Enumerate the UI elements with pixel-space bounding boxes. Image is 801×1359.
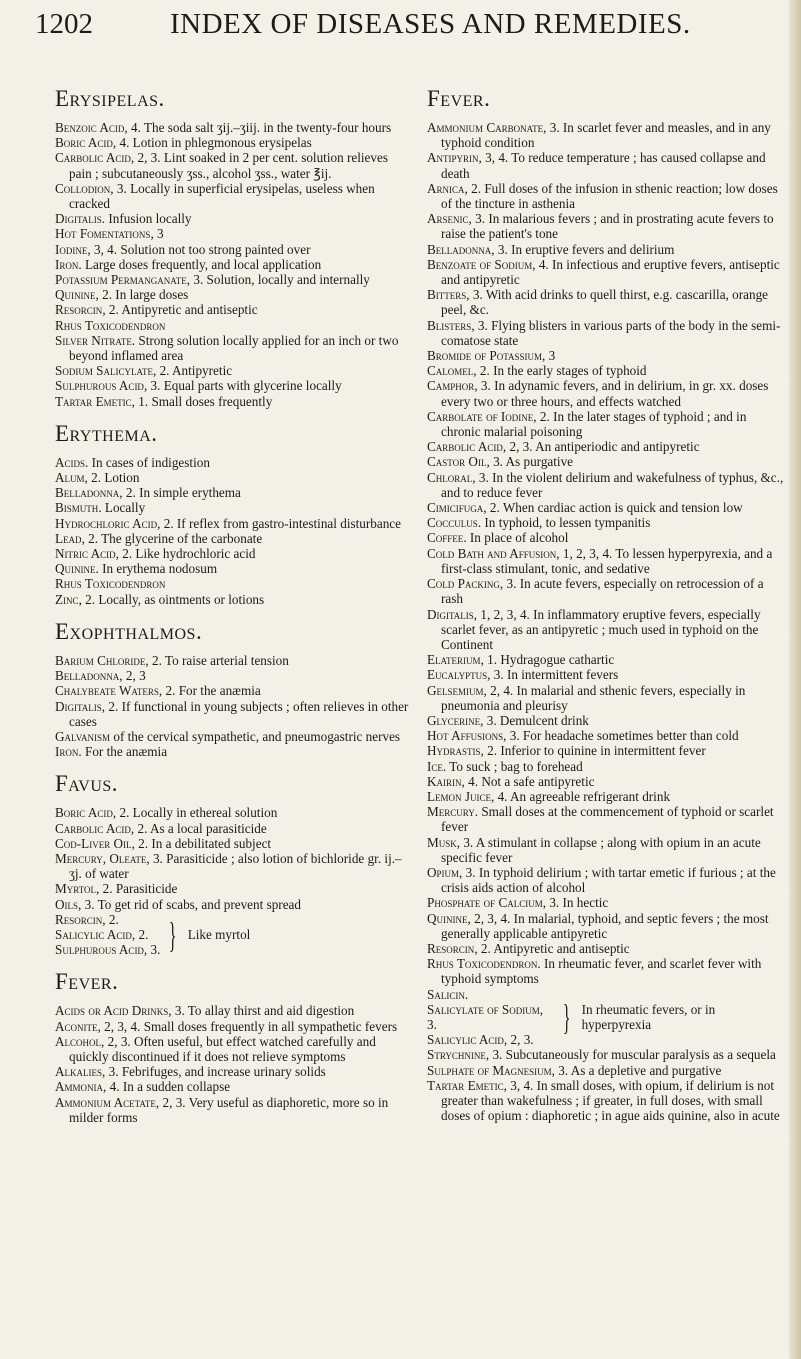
entry-term: Camphor	[427, 378, 475, 394]
entry-text: . In place of alcohol	[463, 530, 569, 546]
entry-term: Zinc	[55, 591, 79, 607]
entry-term: Digitalis	[427, 606, 474, 622]
entry-text: , 3. In acute fevers, especially on retrocession of a rash	[441, 576, 764, 607]
index-entry	[55, 653, 413, 668]
index-entry	[55, 363, 413, 378]
index-entry	[55, 470, 413, 485]
entry-term: Galvanism	[55, 728, 111, 744]
index-entry	[427, 895, 785, 910]
index-entry	[55, 226, 413, 241]
index-entry	[55, 821, 413, 836]
entry-term: Boric Acid	[55, 805, 113, 821]
index-entry	[55, 851, 413, 881]
index-entry	[427, 363, 785, 378]
entry-term: Boric Acid	[55, 135, 113, 151]
entry-term: Potassium Permanganate	[55, 272, 187, 288]
index-entry	[55, 805, 413, 820]
index-entry	[55, 1079, 413, 1094]
entry-text: , 2. Antipyretic and antiseptic	[102, 302, 258, 318]
entry-term: Hot Affusions	[427, 728, 504, 744]
index-entry	[427, 759, 785, 774]
entry-term: Resorcin	[55, 302, 103, 318]
entry-text: , 2. In large doses	[95, 287, 189, 303]
entry-text: , 3. Febrifuges, and increase urinary solids	[102, 1064, 326, 1080]
index-entry	[55, 1095, 413, 1125]
index-entry	[427, 409, 785, 439]
entry-text: , 2. Antipyretic	[152, 363, 233, 379]
index-entry	[55, 592, 413, 607]
entry-text: , 4. In a sudden collapse	[103, 1079, 231, 1095]
entry-text: of the cervical sympathetic, and pneumogastric nerves	[110, 728, 401, 744]
entry-text: , 3. As purgative	[486, 454, 574, 470]
entry-term: Cod-Liver Oil	[55, 835, 132, 851]
index-entry	[427, 378, 785, 408]
entry-term: Quinine	[55, 287, 96, 303]
entry-term: Sulphurous Acid, 3.	[55, 942, 161, 958]
entry-term: Nitric Acid	[55, 546, 116, 562]
entry-text: , 2, 3. An antiperiodic and antipyretic	[502, 439, 700, 455]
entry-text: , 3. In intermittent fevers	[487, 667, 619, 683]
entry-term: Acids or Acid Drinks	[55, 1003, 169, 1019]
entry-text: . Large doses frequently, and local application	[78, 256, 322, 272]
entry-text: , 4. In infectious and eruptive fevers, antiseptic and antipyretic	[441, 256, 780, 288]
index-entry	[427, 835, 785, 865]
entry-term: Carbolic Acid	[427, 439, 503, 455]
entry-term: Carbolic Acid	[55, 820, 131, 836]
entry-term: Chalybeate Waters	[55, 683, 159, 699]
index-entry	[427, 150, 785, 180]
entry-term: Collodion	[55, 180, 111, 196]
index-entry	[55, 576, 413, 591]
index-entry	[55, 897, 413, 912]
entry-term: Acids	[55, 454, 86, 470]
entry-text: , 3. To allay thirst and aid digestion	[168, 1003, 355, 1019]
entry-term: Carbolic Acid	[55, 150, 131, 166]
entry-term: Salicylate of Sodium, 3.	[427, 1001, 544, 1032]
index-entry	[55, 318, 413, 333]
index-entry	[427, 211, 785, 241]
entry-term: Iron	[55, 744, 79, 760]
entry-term: Gelsemium	[427, 682, 484, 698]
entry-term: Chloral	[427, 469, 473, 485]
index-entry	[55, 135, 413, 150]
index-entry	[55, 287, 413, 302]
entry-term: Sodium Salicylate	[55, 363, 153, 379]
entry-term: Ammonia	[55, 1079, 104, 1095]
entry-text: , 3. In eruptive fevers and delirium	[491, 241, 675, 257]
entry-text: . In erythema nodosum	[95, 561, 218, 577]
grouped-terms	[55, 912, 160, 958]
entry-text: , 3. In scarlet fever and measles, and in any typhoid condition	[441, 120, 771, 151]
entry-text: , 2. When cardiac action is quick and tension low	[483, 500, 743, 516]
entry-term: Rhus Toxicodendron	[55, 317, 166, 333]
entry-term: Rhus Toxicodendron	[55, 576, 166, 592]
brace: }	[563, 996, 571, 1037]
entry-term: Cocculus	[427, 515, 478, 531]
entry-term: Arsenic	[427, 211, 469, 227]
grouped-text: Like myrtol	[187, 926, 251, 942]
index-entry	[427, 470, 785, 500]
index-entry	[55, 257, 413, 272]
entry-term: Coffee	[427, 530, 464, 546]
entry-term: Calomel	[427, 363, 474, 379]
entry-text: , 2, 3. Often useful, but effect watched carefully and quickly discontinued if it does not relieve symptoms	[69, 1033, 376, 1064]
index-section	[55, 421, 413, 607]
entry-term: Lead	[55, 530, 82, 546]
grouped-text: In rheumatic fevers, or in hyperpyrexia	[581, 1001, 716, 1032]
index-entry	[55, 181, 413, 211]
entry-text: . For the anæmia	[78, 744, 168, 760]
entry-text: . In typhoid, to lessen tympanitis	[477, 515, 651, 531]
page-number: 1202	[35, 8, 93, 40]
entry-text: , 2. Inferior to quinine in intermittent fever	[480, 743, 706, 759]
index-entry	[427, 743, 785, 758]
index-entry	[55, 546, 413, 561]
index-entry	[427, 728, 785, 743]
entry-text: , 2. To raise arterial tension	[145, 652, 289, 668]
entry-text: , 2. If functional in young subjects ; often relieves in other cases	[69, 698, 409, 729]
index-entry	[427, 500, 785, 515]
entry-text: , 2, 3. Lint soaked in 2 per cent. solution relieves pain ; subcutaneously ʒss., alcohol ʒss., water ℥ij.	[69, 150, 388, 181]
entry-text: , 3. In malarious fevers ; and in prostrating acute fevers to raise the patient's tone	[441, 211, 774, 242]
entry-text: , 2. The glycerine of the carbonate	[81, 530, 263, 546]
entry-text: , 2, 3, 4. Small doses frequently in all sympathetic fevers	[97, 1018, 398, 1034]
entry-term: Belladonna	[55, 668, 120, 684]
entry-text: , 3. A stimulant in collapse ; along with opium in an acute specific fever	[441, 834, 761, 865]
index-entry	[55, 699, 413, 729]
entry-text: , 1. Small doses frequently	[131, 393, 273, 409]
entry-term: Hydrastis	[427, 743, 481, 759]
index-entry	[427, 804, 785, 834]
grouped-terms	[427, 987, 554, 1048]
entry-term: Ammonium Carbonate	[427, 120, 544, 135]
entry-term: Hot Fomentations	[55, 226, 151, 242]
entry-text: . To suck ; bag to forehead	[442, 758, 583, 774]
index-entry	[427, 713, 785, 728]
entry-text: , 1. Hydragogue cathartic	[480, 652, 615, 668]
entry-text: , 2. In simple erythema	[119, 485, 241, 501]
index-entry	[427, 576, 785, 606]
entry-term: Kairin	[427, 773, 462, 789]
index-entry	[427, 789, 785, 804]
entry-text: . In cases of indigestion	[85, 454, 210, 470]
index-entry	[55, 881, 413, 896]
entry-text: , 2. If reflex from gastro-intestinal disturbance	[157, 515, 402, 531]
entry-term: Elaterium	[427, 652, 481, 668]
index-section	[55, 771, 413, 957]
index-entry	[55, 1019, 413, 1034]
index-entry	[55, 394, 413, 409]
index-entry	[427, 318, 785, 348]
index-entry	[427, 667, 785, 682]
index-entry	[427, 956, 785, 986]
index-entry	[427, 1047, 785, 1062]
entry-term: Rhus Toxicodendron	[427, 956, 538, 972]
index-section	[55, 619, 413, 759]
entry-term: Tartar Emetic	[55, 393, 132, 409]
page-edge	[789, 0, 801, 1359]
entry-term: Ice	[427, 758, 443, 774]
index-entry	[55, 561, 413, 576]
entry-text: , 3. Parasiticide ; also lotion of bichloride gr. ij.–ʒj. of water	[69, 850, 402, 882]
index-entry	[55, 516, 413, 531]
index-entry	[427, 607, 785, 653]
index-entry	[55, 333, 413, 363]
left-column	[55, 86, 413, 1137]
entry-text: , 3. With acid drinks to quell thirst, e.g. cascarilla, orange peel, &c.	[441, 287, 769, 318]
index-entry	[55, 455, 413, 470]
index-entry	[55, 211, 413, 226]
index-entry	[427, 242, 785, 257]
section-heading: Favus.	[55, 771, 119, 797]
entry-text: , 2. Antipyretic and antiseptic	[474, 940, 630, 956]
entry-text: , 3, 4. In small doses, with opium, if delirium is not greater than wakefulness ; if greater, in full doses, with small doses of opium : diaphoretic ; in ague aids quinine, also in acute	[441, 1077, 780, 1124]
entry-term: Salicylic Acid, 2.	[55, 926, 149, 942]
entry-term: Opium	[427, 864, 460, 880]
entry-text: , 2. Full doses of the infusion in sthenic reaction; low doses of the tincture in asthenia	[441, 180, 778, 212]
entry-term: Sulphate of Magnesium	[427, 1062, 552, 1078]
index-entry	[55, 683, 413, 698]
index-entry	[427, 911, 785, 941]
index-entry	[55, 729, 413, 744]
entry-text: , 2. Parasiticide	[96, 881, 178, 897]
entry-text: , 3. For headache sometimes better than cold	[503, 728, 739, 744]
index-entry	[427, 1063, 785, 1078]
entry-text: , 2. In the early stages of typhoid	[473, 363, 647, 379]
entry-term: Hydrochloric Acid	[55, 515, 158, 531]
entry-term: Alum	[55, 470, 85, 486]
entry-text: , 2, 3. Very useful as diaphoretic, more so in milder forms	[69, 1094, 389, 1125]
entry-term: Mercury, Oleate	[55, 850, 147, 866]
index-section	[427, 86, 785, 1123]
entry-text: , 2, 3	[119, 668, 146, 684]
index-entry	[427, 683, 785, 713]
index-entry	[427, 515, 785, 530]
entry-text: , 3. Solution, locally and internally	[186, 272, 370, 288]
entry-term: Alkalies	[55, 1064, 103, 1080]
entry-term: Bitters	[427, 287, 467, 303]
index-entry	[55, 1034, 413, 1064]
index-entry	[427, 652, 785, 667]
entry-term: Salicin.	[427, 986, 469, 1002]
entry-text: , 2. For the anæmia	[158, 683, 261, 699]
grouped-entries	[55, 912, 413, 958]
entry-text: , 3. Equal parts with glycerine locally	[143, 378, 342, 394]
entry-text: . Strong solution locally applied for an inch or two beyond inflamed area	[69, 332, 399, 364]
index-entry	[427, 941, 785, 956]
entry-text: . Infusion locally	[101, 211, 192, 227]
entry-text: , 3. In adynamic fevers, and in delirium, in gr. xx. doses every two or three hours, and effects watched	[441, 378, 769, 409]
entry-text: , 3. Locally in superficial erysipelas, useless when cracked	[69, 180, 375, 212]
entry-term: Resorcin, 2.	[55, 911, 119, 927]
grouped-entries	[427, 987, 785, 1048]
entry-text: , 3. Subcutaneously for muscular paralysis as a sequela	[485, 1047, 776, 1063]
page-title: INDEX OF DISEASES AND REMEDIES.	[170, 8, 691, 40]
entry-text: , 4. The soda salt ʒij.–ʒiij. in the twenty-four hours	[124, 120, 392, 135]
entry-text: , 4. An agreeable refrigerant drink	[490, 788, 671, 804]
entry-term: Cimicifuga	[427, 500, 484, 516]
section-heading: Exophthalmos.	[55, 618, 203, 644]
entry-term: Quinine	[55, 561, 96, 577]
entry-term: Myrtol	[55, 881, 97, 897]
entry-term: Eucalyptus	[427, 667, 488, 683]
entry-text: , 2. Locally in ethereal solution	[112, 805, 278, 821]
entry-text: . Small doses at the commencement of typhoid or scarlet fever	[441, 804, 774, 835]
entry-term: Benzoic Acid	[55, 120, 125, 135]
index-entry	[55, 120, 413, 135]
entry-term: Glycerine	[427, 712, 481, 728]
entry-term: Bromide of Potassium	[427, 348, 543, 364]
entry-text: , 3. To get rid of scabs, and prevent spread	[78, 896, 301, 912]
index-entry	[427, 439, 785, 454]
entry-term: Cold Bath and Affusion	[427, 545, 557, 561]
entry-text: , 3	[150, 226, 164, 242]
entry-term: Castor Oil	[427, 454, 487, 470]
index-entry	[55, 1003, 413, 1018]
page-header	[0, 0, 801, 50]
index-entry	[427, 287, 785, 317]
entry-text: , 1, 2, 3, 4. In inflammatory eruptive fevers, especially scarlet fever, as an antipyretic ; much used in typhoid on the Continent	[441, 606, 761, 652]
entry-text: , 2, 3, 4. In malarial, typhoid, and septic fevers ; the most generally applicable antipyretic	[441, 910, 769, 941]
entry-term: Digitalis	[55, 211, 102, 227]
index-entry	[427, 774, 785, 789]
index-entry	[427, 120, 785, 150]
brace: }	[169, 914, 177, 955]
entry-text: , 2. Lotion	[84, 470, 140, 486]
entry-text: , 2. Locally, as ointments or lotions	[78, 591, 265, 607]
section-heading: Erysipelas.	[55, 86, 165, 111]
section-heading: Fever.	[427, 86, 491, 111]
entry-term: Iodine	[55, 241, 88, 257]
index-entry	[55, 378, 413, 393]
index-entry	[427, 257, 785, 287]
entry-term: Lemon Juice	[427, 788, 491, 804]
entry-term: Bismuth	[55, 500, 99, 516]
entry-text: , 4. Not a safe antipyretic	[461, 773, 595, 789]
entry-text: , 4. Lotion in phlegmonous erysipelas	[112, 135, 312, 151]
entry-term: Ammonium Acetate	[55, 1094, 156, 1110]
entry-text: , 3, 4. Solution not too strong painted over	[87, 241, 311, 257]
entry-term: Arnica	[427, 180, 465, 196]
index-entry	[55, 531, 413, 546]
entry-term: Oils	[55, 896, 79, 912]
entry-term: Digitalis	[55, 698, 102, 714]
entry-text: , 2, 4. In malarial and sthenic fevers, especially in pneumonia and pleurisy	[441, 682, 746, 713]
entry-term: Carbolate of Iodine	[427, 408, 534, 424]
entry-text: , 3, 4. To reduce temperature ; has caused collapse and death	[441, 150, 766, 181]
entry-term: Musk	[427, 834, 457, 850]
entry-text: , 3. As a depletive and purgative	[551, 1062, 722, 1078]
entry-text: , 3. In typhoid delirium ; with tartar emetic if furious ; at the crisis aids action of alcohol	[441, 864, 776, 896]
index-entry	[427, 530, 785, 545]
entry-term: Silver Nitrate	[55, 332, 132, 348]
entry-term: Iron	[55, 256, 79, 272]
section-heading: Fever.	[55, 969, 119, 995]
entry-text: , 2. As a local parasiticide	[130, 820, 267, 836]
index-entry	[427, 454, 785, 469]
entry-term: Alcohol	[55, 1033, 102, 1049]
index-section	[55, 86, 413, 409]
entry-text: . In rheumatic fever, and scarlet fever with typhoid symptoms	[441, 956, 762, 987]
index-entry	[55, 485, 413, 500]
entry-term: Cold Packing	[427, 576, 500, 592]
index-entry	[427, 348, 785, 363]
index-entry	[427, 181, 785, 211]
right-column	[427, 86, 785, 1135]
entry-term: Sulphurous Acid	[55, 378, 144, 394]
entry-text: , 2. In the later stages of typhoid ; and in chronic malarial poisoning	[441, 408, 747, 440]
index-section	[55, 969, 413, 1125]
entry-term: Strychnine	[427, 1047, 486, 1063]
entry-text: , 2. Like hydrochloric acid	[115, 546, 256, 562]
entry-term: Antipyrin	[427, 150, 479, 166]
entry-text: , 3. In hectic	[542, 895, 609, 911]
index-entry	[55, 500, 413, 515]
index-entry	[55, 302, 413, 317]
entry-text: , 3. Flying blisters in various parts of the body in the semi-comatose state	[441, 317, 781, 348]
entry-text: , 3. Demulcent drink	[480, 712, 589, 728]
index-entry	[55, 836, 413, 851]
entry-term: Benzoate of Sodium	[427, 256, 533, 272]
index-entry	[55, 150, 413, 180]
entry-term: Mercury	[427, 804, 475, 820]
entry-term: Barium Chloride	[55, 652, 146, 668]
index-entry	[55, 272, 413, 287]
entry-term: Tartar Emetic	[427, 1077, 504, 1093]
entry-term: Aconite	[55, 1018, 98, 1034]
entry-term: Blisters	[427, 317, 472, 333]
index-entry	[55, 668, 413, 683]
entry-term: Resorcin	[427, 940, 475, 956]
index-entry	[55, 744, 413, 759]
index-entry	[427, 865, 785, 895]
entry-term: Phosphate of Calcium	[427, 895, 543, 911]
entry-text: , 3	[542, 348, 556, 364]
entry-text: . Locally	[98, 500, 146, 516]
section-heading: Erythema.	[55, 420, 158, 446]
entry-text: , 2. In a debilitated subject	[131, 835, 272, 851]
entry-text: , 3. In the violent delirium and wakefulness of typhus, &c., and to reduce fever	[441, 469, 784, 500]
index-entry	[427, 1078, 785, 1124]
entry-term: Belladonna	[55, 485, 120, 501]
index-entry	[55, 242, 413, 257]
entry-term: Quinine	[427, 910, 468, 926]
entry-term: Salicylic Acid, 2, 3.	[427, 1032, 534, 1048]
entry-text: , 1, 2, 3, 4. To lessen hyperpyrexia, and a first-class stimulant, tonic, and sedative	[441, 545, 773, 576]
index-entry	[55, 1064, 413, 1079]
entry-term: Belladonna	[427, 241, 492, 257]
index-entry	[427, 546, 785, 576]
